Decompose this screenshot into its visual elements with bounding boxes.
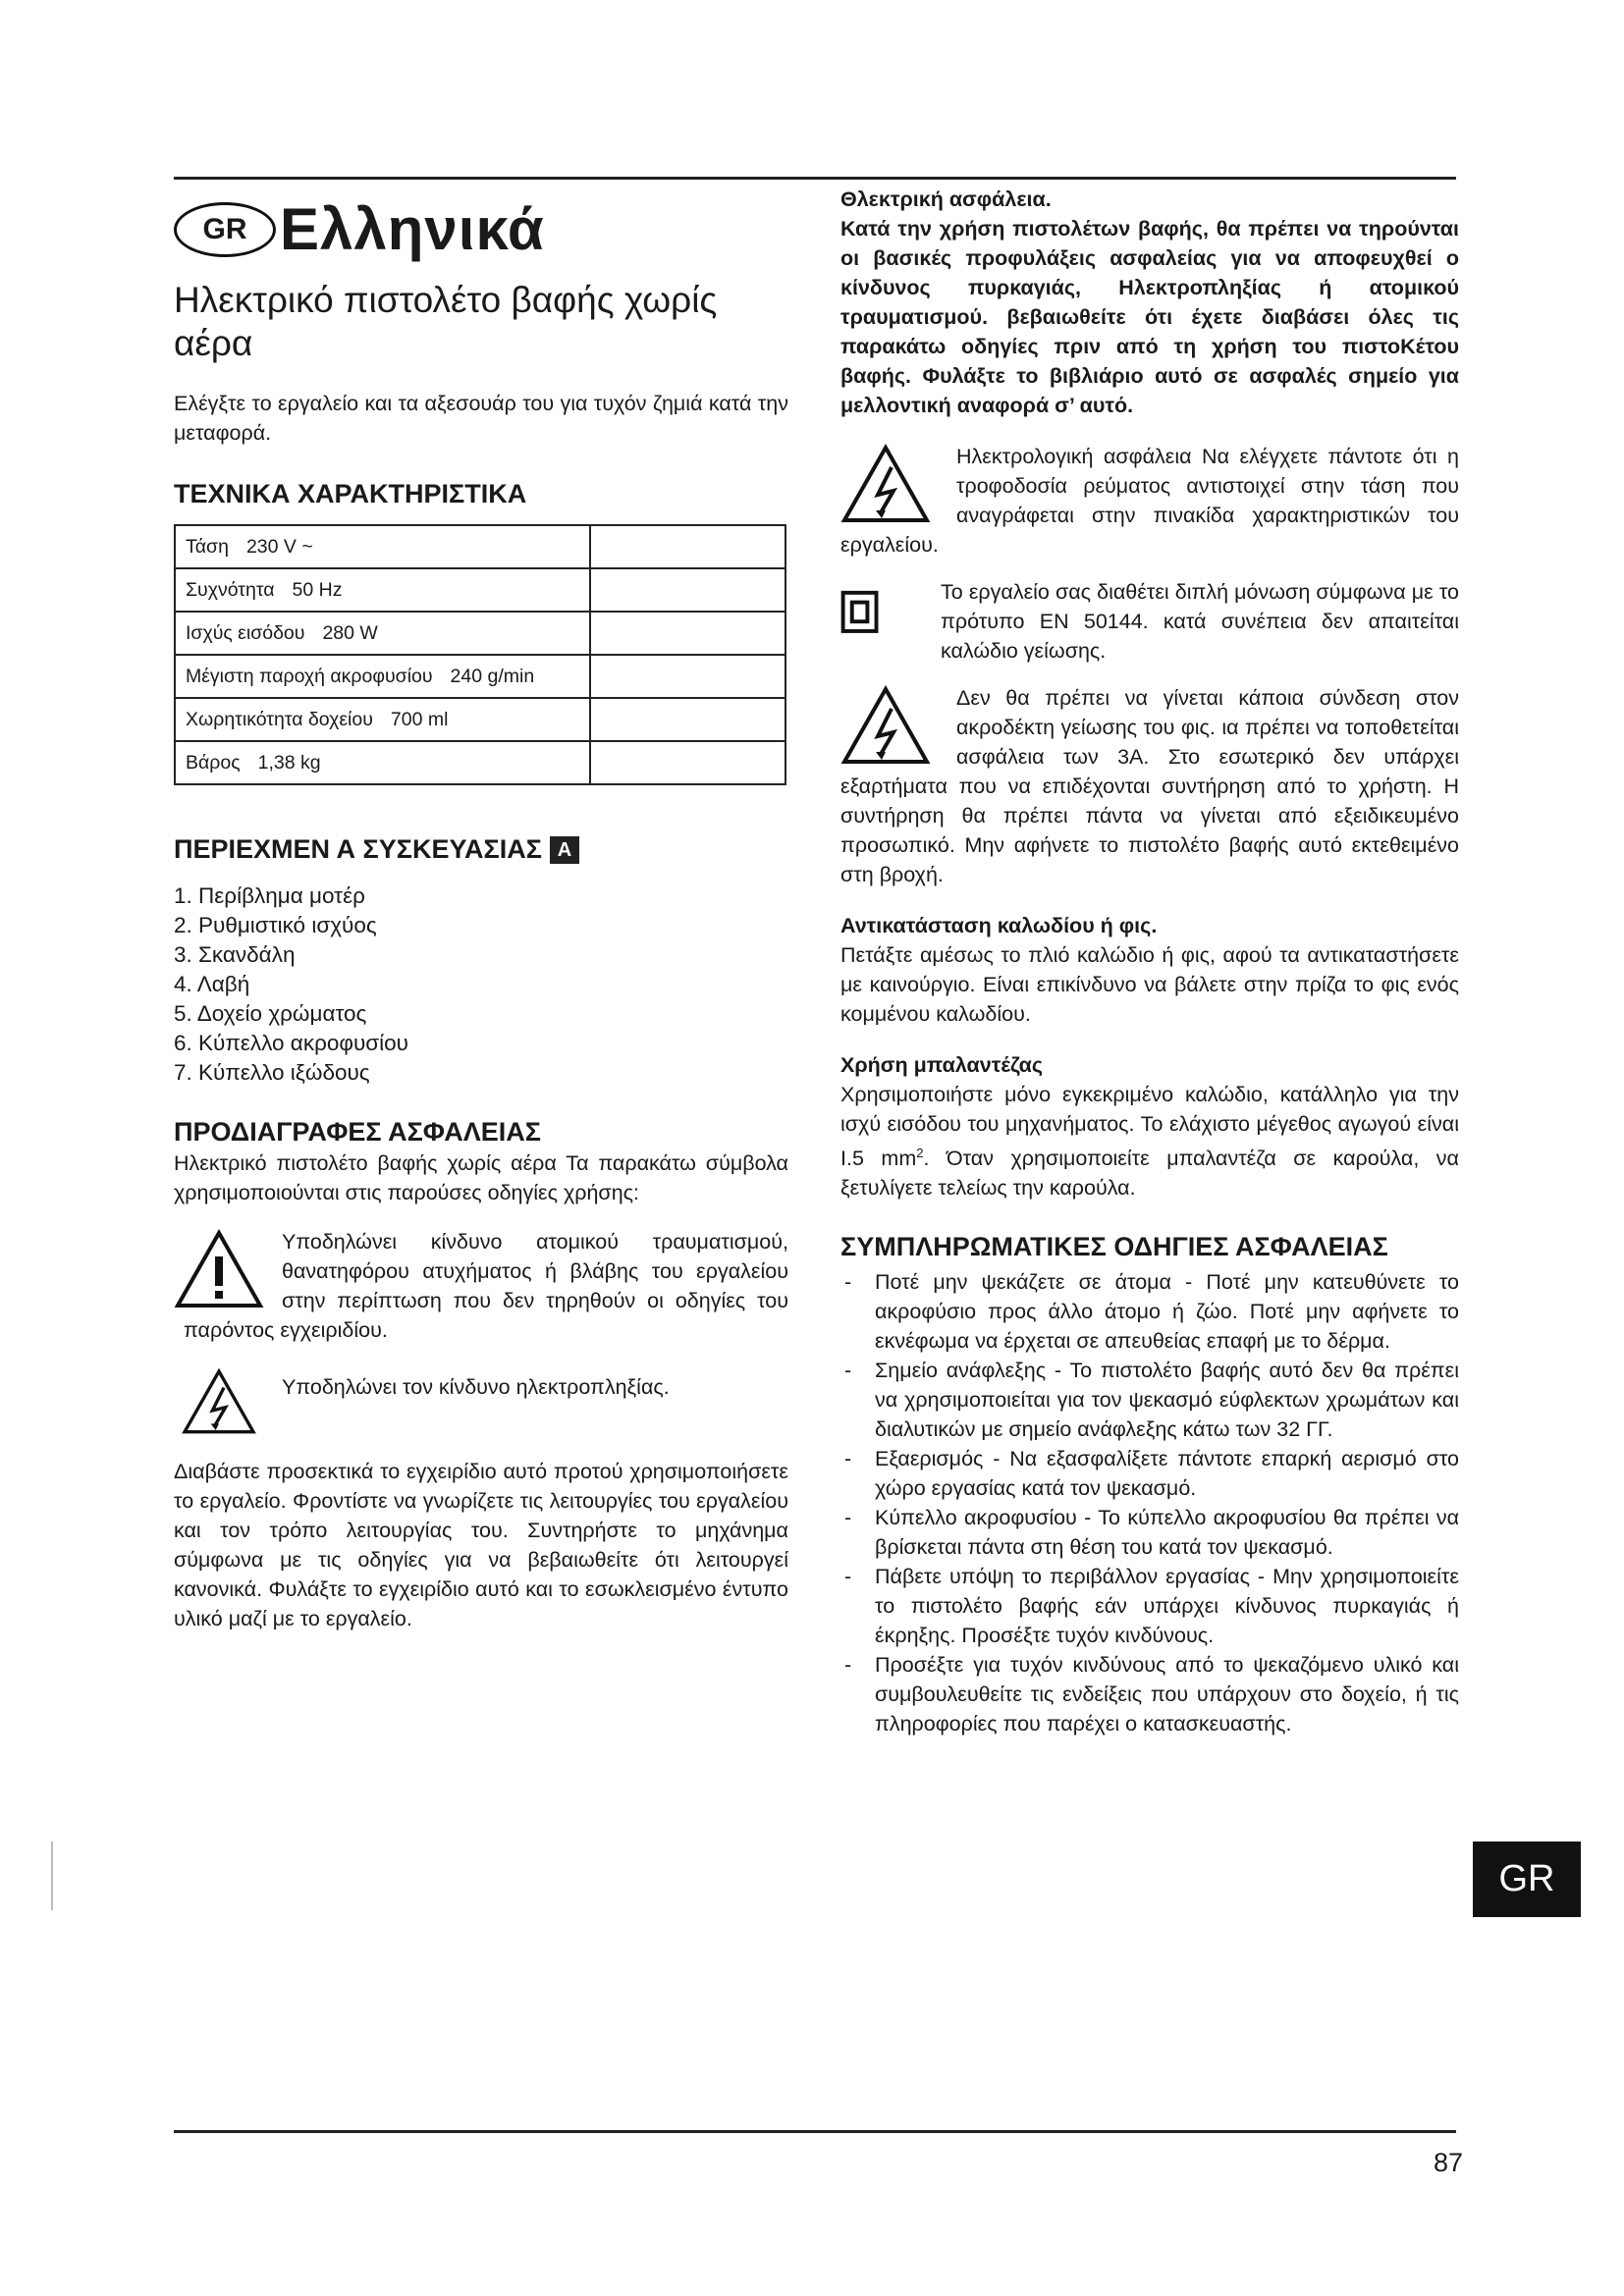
- extension-text-part2: . Όταν χρησιμοποιείτε μπαλαντέζα σε καρούλα, να ξετυλίγετε τελείως την καρούλα.: [840, 1147, 1459, 1201]
- spec-row: [175, 741, 785, 784]
- spec-row: [175, 612, 785, 655]
- figure-a-badge: A: [550, 836, 579, 864]
- shock-symbol-text: Υποδηλώνει τον κίνδυνο ηλεκτροπληξίας.: [282, 1375, 670, 1399]
- spec-empty-cell: [590, 612, 785, 655]
- extension-superscript: 2: [916, 1146, 924, 1160]
- spec-value: 230 V ~: [245, 536, 313, 558]
- spec-cell: [175, 568, 590, 612]
- list-item: - Ποτέ μην ψεκάζετε σε άτομα - Ποτέ μην κατευθύνετε το ακροφύσιο προς άλλο άτομο ή ζώο. Ποτέ μην αφήνετε το εκνέφωμα να έρχεται σε απευθείας επαφή με το δέρμα.: [840, 1267, 1459, 1356]
- contents-heading: [174, 832, 788, 866]
- spec-value: 280 W: [322, 622, 378, 644]
- spec-value: 1,38 kg: [257, 752, 321, 774]
- spec-empty-cell: [590, 698, 785, 741]
- spec-value: 700 ml: [390, 709, 449, 730]
- extension-text: [840, 1080, 1459, 1202]
- spec-empty-cell: [590, 568, 785, 612]
- list-item: 6. Κύπελλο ακροφυσίου: [174, 1031, 408, 1055]
- spec-row: [175, 655, 785, 698]
- cable-heading: Αντικατάσταση καλωδίου ή φις.: [840, 914, 1158, 937]
- spec-value: 240 g/min: [450, 666, 535, 687]
- spec-cell: [175, 698, 590, 741]
- list-item: - Πάβετε υπόψη το περιβάλλον εργασίας - Μην χρησιμοποιείτε το πιστολέτο βαφής εάν υπάρχει κίνδυνος πυρκαγιάς ή έκρηξης. Προσέξτε τυχόν κινδύνους.: [840, 1562, 1459, 1650]
- top-rule: [174, 177, 1456, 180]
- read-manual-text: Διαβάστε προσεκτικά το εγχειρίδιο αυτό προτού χρησιμοποιήσετε το εργαλείο. Φροντίστε να γνωρίζετε τις λειτουργίες του εργαλείου και τον τρόπο λειτουργίας του. Συντηρήστε το μηχάνημα σύμφωνα με τις οδηγίες για να βεβαιωθείτε ότι λειτουργεί κανονικά. Φυλάξτε το εγχειρίδιο αυτό και το εσωκλεισμένο έντυπο υλικό μαζί με το εργαλείο.: [174, 1460, 788, 1630]
- shock-symbol-block: [174, 1366, 788, 1435]
- electric-shock-triangle-icon: [174, 1366, 264, 1435]
- spec-empty-cell: [590, 741, 785, 784]
- safety-specs-intro: Ηλεκτρικό πιστολέτο βαφής χωρίς αέρα Τα παρακάτω σύμβολα χρησιμοποιούνται στις παρούσες οδηγίες χρήσης:: [174, 1151, 788, 1204]
- earth-symbol-block: [840, 683, 1459, 889]
- spec-row: [175, 698, 785, 741]
- language-badge: GR: [174, 202, 276, 257]
- spec-label: Τάση: [186, 536, 229, 558]
- specs-table: [174, 524, 786, 785]
- list-item: - Εξαερισμός - Να εξασφαλίξετε πάντοτε επαρκή αερισμό στο χώρο εργασίας κατά τον ψεκασμό.: [840, 1444, 1459, 1503]
- spec-label: Ισχύς εισόδου: [186, 622, 305, 644]
- voltage-check-text: Ηλεκτρολογική ασφάλεια Να ελέγχετε πάντοτε ότι η τροφοδοσία ρεύματος αντιστοιχεί στην τάση που αναγράφεται στην πινακίδα χαρακτηριστικών του εργαλείου.: [840, 445, 1459, 557]
- language-title: Ελληνικά: [280, 196, 545, 262]
- additional-safety-list: [840, 1267, 1459, 1738]
- left-column: [174, 194, 788, 1633]
- electrical-safety-heading: Θλεκτρική ασφάλεια.: [840, 187, 1052, 211]
- spec-cell: [175, 525, 590, 568]
- spec-empty-cell: [590, 525, 785, 568]
- safety-specs-heading: ΠΡΟΔΙΑΓΡΑΦΕΣ ΑΣΦΑΛΕΙΑΣ: [174, 1117, 541, 1147]
- double-insulation-icon: [840, 579, 899, 650]
- voltage-symbol-block: [840, 442, 1459, 560]
- warning-triangle-icon: [174, 1227, 264, 1309]
- double-insulation-text: Το εργαλείο σας διαθέτει διπλή μόνωση σύμφωνα με το πρότυπο EN 50144. κατά συνέπεια δεν απαιτείται καλώδιο γείωσης.: [941, 580, 1459, 663]
- page-number: 87: [1433, 2148, 1463, 2177]
- list-item: 1. Περίβλημα μοτέρ: [174, 883, 365, 908]
- margin-mark: [51, 1842, 53, 1910]
- list-item: - Κύπελλο ακροφυσίου - Το κύπελλο ακροφυσίου θα πρέπει να βρίσκεται πάντα στη θέση του κατά τον ψεκασμό.: [840, 1503, 1459, 1562]
- list-item: 7. Κύπελλο ιξώδους: [174, 1060, 370, 1085]
- right-column: [840, 185, 1459, 1738]
- list-item: 3. Σκανδάλη: [174, 942, 296, 967]
- list-item: - Προσέξτε για τυχόν κινδύνους από το ψεκαζόμενο υλικό και συμβουλευθείτε τις ενδείξεις που υπάρχουν στο δοχείο, ή τις πληροφορίες που παρέχει ο κατασκευαστής.: [840, 1650, 1459, 1738]
- list-item: 4. Λαβή: [174, 972, 250, 996]
- spec-label: Χωρητικότητα δοχείου: [186, 709, 373, 730]
- spec-value: 50 Hz: [292, 579, 343, 601]
- specs-heading: ΤΕΧΝΙΚΑ ΧΑΡΑΚΤΗΡΙΣΤΙΚΑ: [174, 479, 527, 508]
- spec-cell: [175, 655, 590, 698]
- extension-text-part1: Χρησιμοποιήστε μόνο εγκεκριμένο καλώδιο, κατάλληλο για την ισχύ εισόδου του μηχανήματος. Το ελάχιστο μέγεθος αγωγού είναι I.5 mm: [840, 1083, 1459, 1171]
- spec-cell: [175, 612, 590, 655]
- double-insulation-block: [840, 577, 1459, 666]
- bottom-rule: [174, 2130, 1456, 2133]
- electrical-safety-bold-text: Κατά την χρήση πιστολέτων βαφής, θα πρέπει να τηρούνται οι βασικές προφυλάξεις ασφαλείας για να αποφευχθεί ο κίνδυνος πυρκαγιάς, Ηλεκτροπληξίας ή ατομικού τραυματισμού. βεβαιωθείτε ότι έχετε διαβάσει όλες τις παρακάτω οδηγίες πριν από τη χρήση του πιστοΚέτου βαφής. Φυλάξτε το βιβλιάριο αυτό σε ασφαλές σημείο για μελλοντική αναφορά σ’ αυτό.: [840, 217, 1459, 417]
- spec-cell: [175, 741, 590, 784]
- contents-heading-text: ΠΕΡΙΕΧΜΕΝ Α ΣΥΣΚΕΥΑΣΙΑΣ: [174, 834, 542, 864]
- earth-text: Δεν θα πρέπει να γίνεται κάποια σύνδεση στον ακροδέκτη γείωσης του φις. ια πρέπει να τοποθετείται ασφάλεια των 3Α. Στο εσωτερικό δεν υπάρχει εξαρτήματα που να επιδέχονται συντήρηση από το χρήστη. Η συντήρηση θα πρέπει πάντα να γίνεται από εξειδικευμένο προσωπικό. Μην αφήνετε το πιστολέτο βαφής αυτό εκτεθειμένο στη βροχή.: [840, 686, 1459, 886]
- language-header: [174, 194, 788, 265]
- spec-row: [175, 568, 785, 612]
- spec-label: Μέγιστη παροχή ακροφυσίου: [186, 666, 433, 687]
- list-item: - Σημείο ανάφλεξης - Το πιστολέτο βαφής αυτό δεν θα πρέπει να χρησιμοποιείται για τον ψεκασμό εύφλεκτων χρωμάτων και διαλυτικών με σημείο ανάφλεξης κάτω των 32 ΓΓ.: [840, 1356, 1459, 1444]
- list-item: 2. Ρυθμιστικό ισχύος: [174, 913, 377, 937]
- language-side-tab: GR: [1473, 1842, 1581, 1917]
- spec-empty-cell: [590, 655, 785, 698]
- spec-row: [175, 525, 785, 568]
- electric-shock-triangle-icon: [840, 442, 931, 524]
- electric-shock-triangle-icon: [840, 683, 931, 766]
- contents-list: [174, 881, 788, 1088]
- list-item: 5. Δοχείο χρώματος: [174, 1001, 367, 1026]
- spec-label: Συχνότητα: [186, 579, 275, 601]
- additional-safety-heading: ΣΥΜΠΛΗΡΩΜΑΤΙΚΕΣ ΟΔΗΓΙΕΣ ΑΣΦΑΛΕΙΑΣ: [840, 1232, 1388, 1262]
- warning-symbol-block: [174, 1227, 788, 1345]
- document-title: Ηλεκτρικό πιστολέτο βαφής χωρίς αέρα: [174, 280, 718, 363]
- warning-symbol-text: Υποδηλώνει κίνδυνο ατομικού τραυματισμού, θανατηφόρου ατυχήματος ή βλάβης του εργαλείου στην περίπτωση που δεν τηρηθούν οι οδηγίες του παρόντος εγχειριδίου.: [184, 1230, 788, 1342]
- cable-text: Πετάξτε αμέσως το πλιό καλώδιο ή φις, αφού τα αντικαταστήσετε με καινούργιο. Είναι επικίνδυνο να βάλετε στην πρίζα το φις ενός κομμένου καλωδίου.: [840, 943, 1459, 1026]
- extension-heading: Χρήση μπαλαντέζας: [840, 1053, 1044, 1077]
- spec-label: Βάρος: [186, 752, 241, 774]
- intro-text: Ελέγξτε το εργαλείο και τα αξεσουάρ του για τυχόν ζημιά κατά την μεταφορά.: [174, 392, 788, 445]
